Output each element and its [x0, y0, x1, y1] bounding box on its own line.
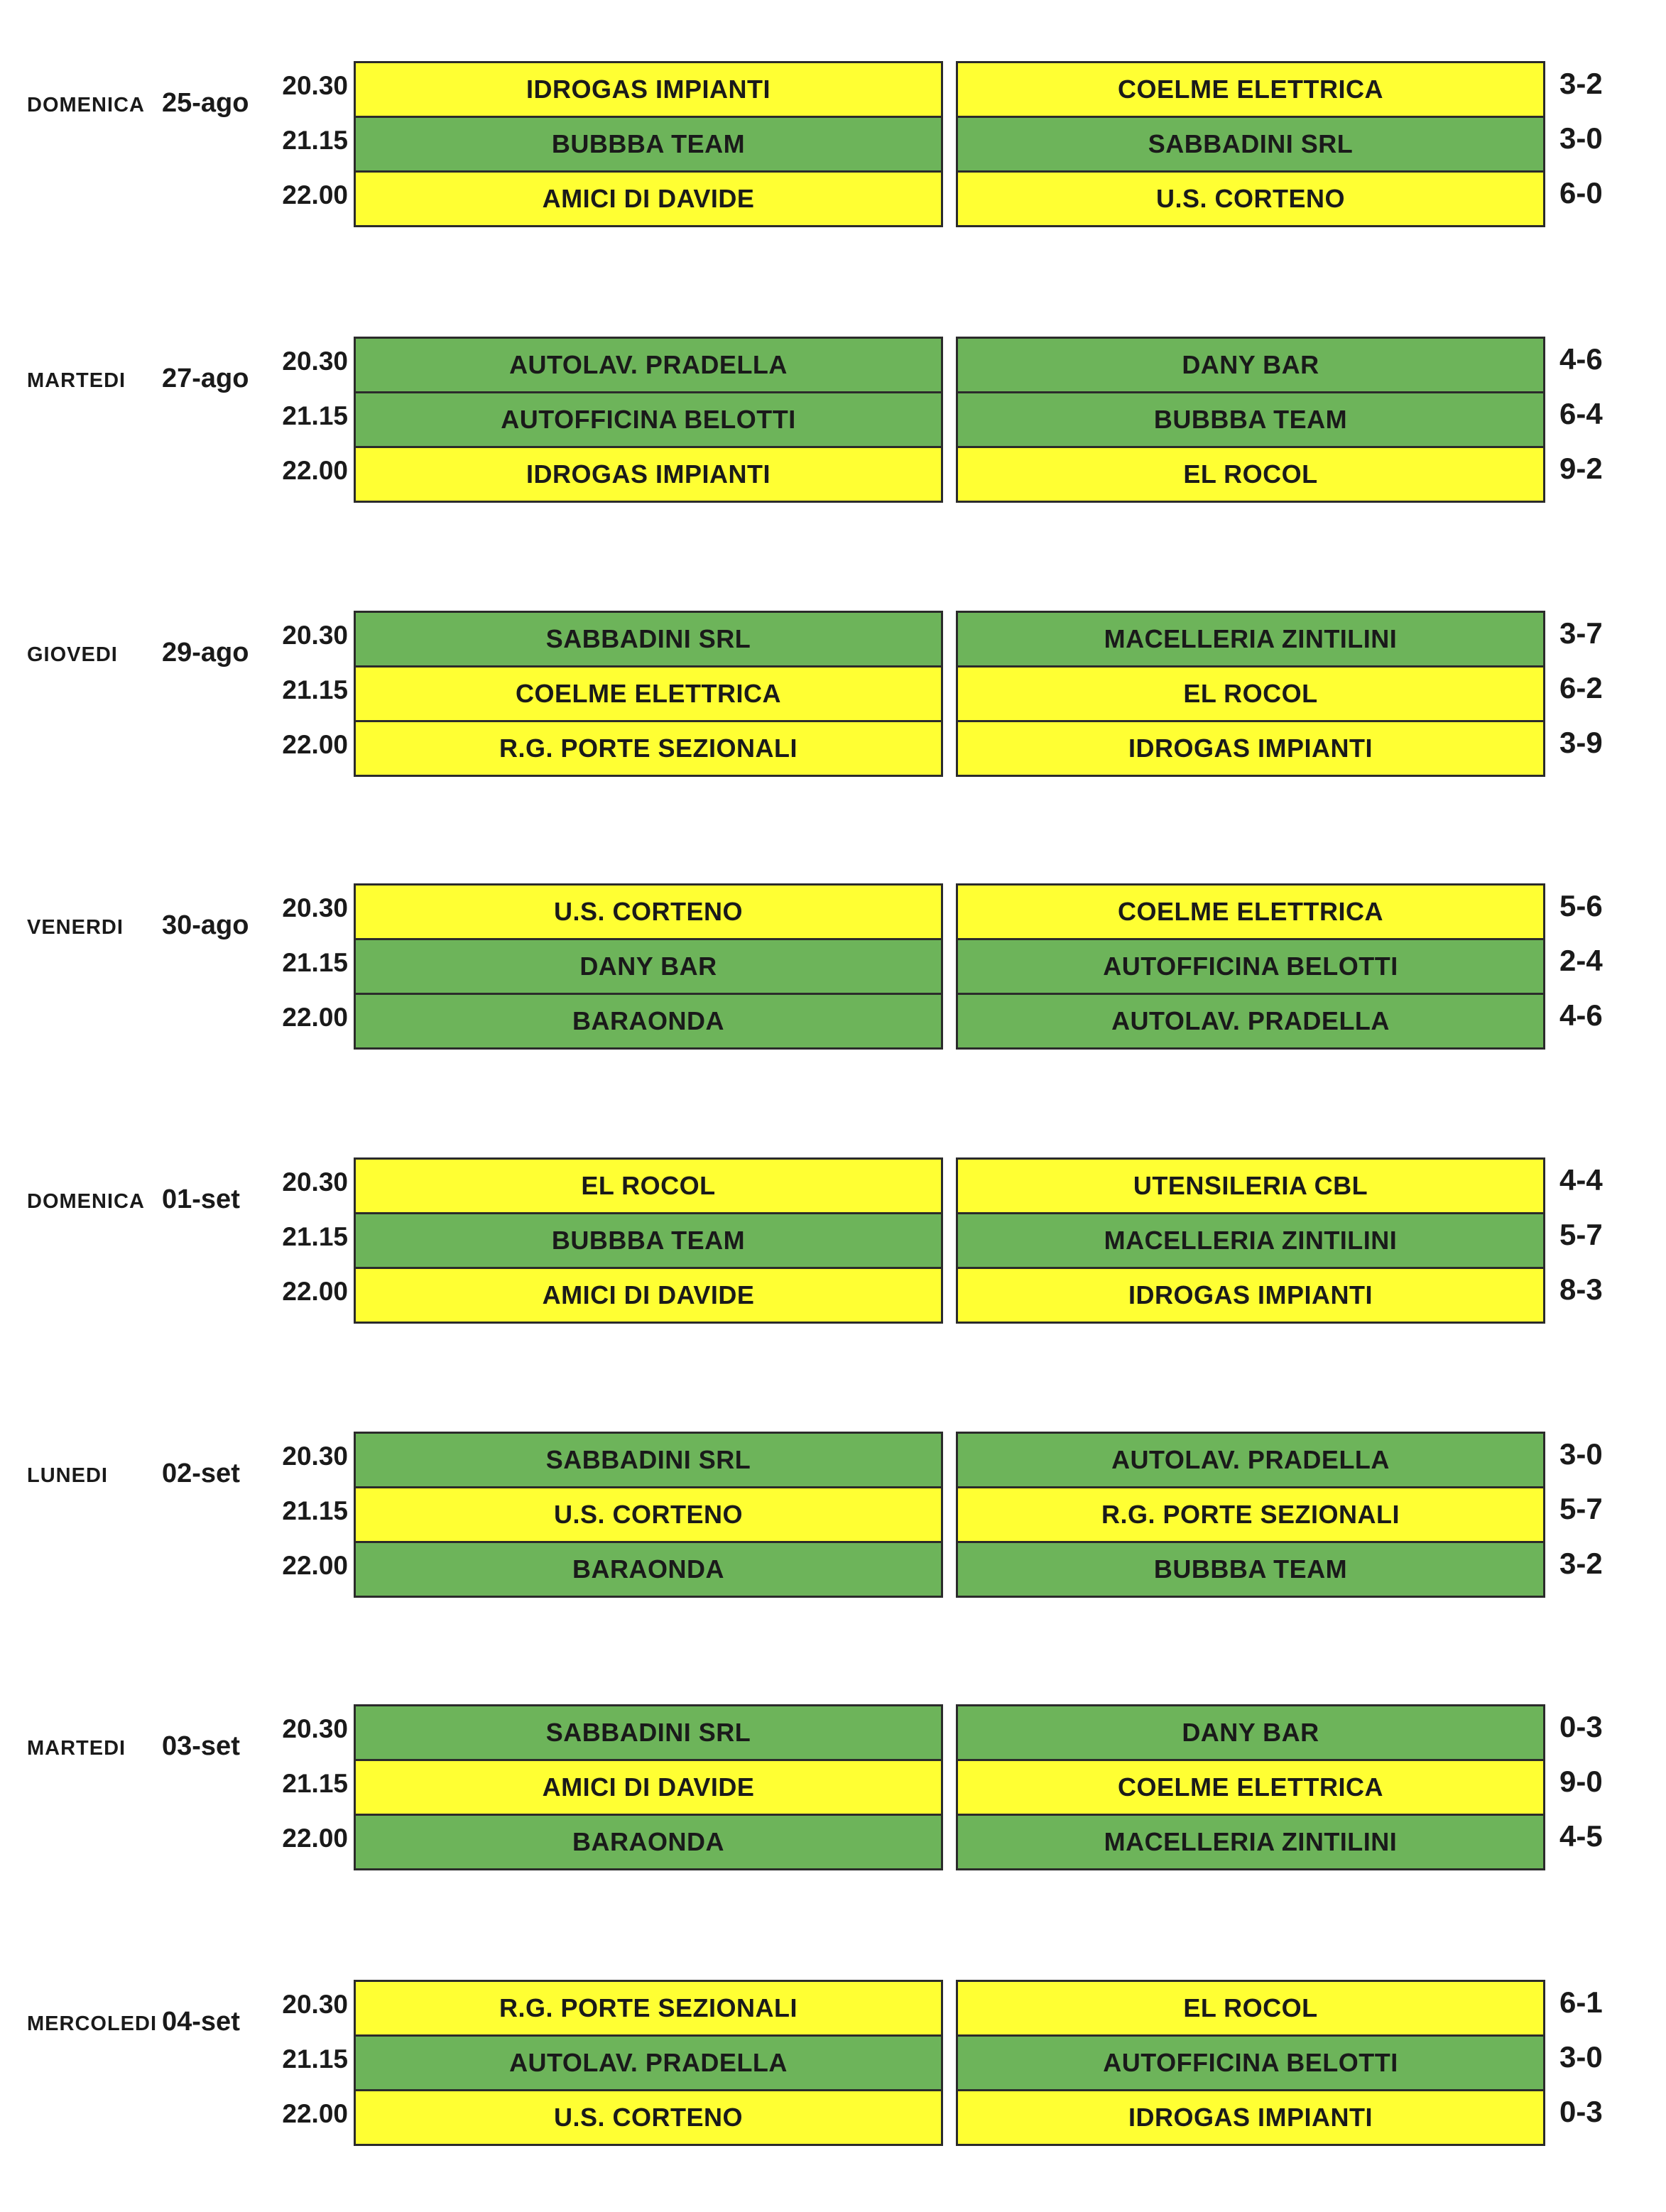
home-team-name: R.G. PORTE SEZIONALI [499, 734, 798, 763]
away-team-name: COELME ELETTRICA [1118, 75, 1383, 104]
day-block [0, 1432, 1666, 1606]
home-team-cell [354, 170, 943, 227]
away-team-cell [956, 1432, 1545, 1488]
home-team-cell [354, 1814, 943, 1870]
home-team-name: DANY BAR [579, 952, 717, 981]
away-team-cell [956, 2089, 1545, 2146]
match-time: 22.00 [282, 1551, 348, 1580]
away-team-name: IDROGAS IMPIANTI [1128, 1280, 1373, 1309]
match-time: 21.15 [282, 675, 348, 704]
home-team-cell [354, 1486, 943, 1543]
away-team-cell [956, 2034, 1545, 2091]
away-team-name: EL ROCOL [1183, 459, 1318, 489]
match-score: 9-2 [1559, 452, 1603, 485]
match-time: 20.30 [282, 1442, 348, 1471]
home-team-name: EL ROCOL [581, 1171, 716, 1200]
home-team-cell [354, 61, 943, 118]
away-team-cell [956, 1814, 1545, 1870]
away-team-cell [956, 720, 1545, 777]
match-time: 20.30 [282, 621, 348, 650]
match-time: 21.15 [282, 1222, 348, 1251]
away-team-name: AUTOLAV. PRADELLA [1111, 1006, 1390, 1035]
home-team-cell [354, 1704, 943, 1761]
match-date: 25-ago [162, 88, 249, 118]
away-team-name: IDROGAS IMPIANTI [1128, 734, 1373, 763]
match-score: 9-0 [1559, 1765, 1603, 1798]
match-time: 21.15 [282, 948, 348, 977]
home-team-name: BUBBBA TEAM [551, 129, 746, 158]
home-team-cell [354, 665, 943, 722]
home-team-cell [354, 1980, 943, 2037]
home-team-name: U.S. CORTENO [553, 1500, 743, 1529]
match-score: 3-2 [1559, 1547, 1603, 1580]
home-team-name: BARAONDA [572, 1554, 724, 1584]
home-team-cell [354, 337, 943, 393]
away-team-cell [956, 1704, 1545, 1761]
home-team-name: BUBBBA TEAM [551, 1226, 746, 1255]
away-team-cell [956, 883, 1545, 940]
match-score: 0-3 [1559, 1710, 1603, 1743]
home-team-name: SABBADINI SRL [545, 624, 751, 653]
away-team-cell [956, 611, 1545, 668]
home-team-cell [354, 1759, 943, 1816]
day-block [0, 1704, 1666, 1879]
match-time: 22.00 [282, 1824, 348, 1853]
away-team-name: UTENSILERIA CBL [1133, 1171, 1368, 1200]
match-score: 5-7 [1559, 1218, 1603, 1251]
away-team-name: AUTOFFICINA BELOTTI [1103, 2048, 1398, 2077]
day-block [0, 1980, 1666, 2154]
match-score: 2-4 [1559, 944, 1603, 977]
home-team-name: U.S. CORTENO [553, 897, 743, 926]
home-team-name: U.S. CORTENO [553, 2103, 743, 2132]
match-time: 22.00 [282, 1003, 348, 1032]
away-team-name: U.S. CORTENO [1155, 184, 1345, 213]
home-team-name: AMICI DI DAVIDE [542, 1772, 755, 1802]
away-team-cell [956, 391, 1545, 448]
match-score: 3-2 [1559, 67, 1603, 100]
home-team-name: R.G. PORTE SEZIONALI [499, 1993, 798, 2022]
away-team-name: MACELLERIA ZINTILINI [1104, 1827, 1398, 1856]
day-block [0, 883, 1666, 1058]
away-team-name: R.G. PORTE SEZIONALI [1101, 1500, 1400, 1529]
match-date: 27-ago [162, 364, 249, 393]
away-team-cell [956, 1486, 1545, 1543]
away-team-name: AUTOLAV. PRADELLA [1111, 1445, 1390, 1474]
match-date: 04-set [162, 2007, 240, 2037]
home-team-cell [354, 883, 943, 940]
match-score: 6-0 [1559, 176, 1603, 209]
match-time: 21.15 [282, 2044, 348, 2074]
day-name: DOMENICA [27, 1190, 145, 1213]
home-team-name: AMICI DI DAVIDE [542, 184, 755, 213]
away-team-name: AUTOFFICINA BELOTTI [1103, 952, 1398, 981]
match-time: 22.00 [282, 1277, 348, 1306]
match-time: 22.00 [282, 180, 348, 209]
match-time: 20.30 [282, 893, 348, 922]
match-score: 5-7 [1559, 1492, 1603, 1525]
match-time: 21.15 [282, 1769, 348, 1798]
match-score: 3-7 [1559, 616, 1603, 650]
home-team-name: BARAONDA [572, 1006, 724, 1035]
match-time: 21.15 [282, 1496, 348, 1525]
match-time: 20.30 [282, 1714, 348, 1743]
away-team-name: SABBADINI SRL [1148, 129, 1354, 158]
match-time: 20.30 [282, 347, 348, 376]
away-team-name: DANY BAR [1182, 1718, 1319, 1747]
home-team-name: IDROGAS IMPIANTI [526, 459, 771, 489]
home-team-cell [354, 1267, 943, 1324]
away-team-cell [956, 337, 1545, 393]
day-name: MERCOLEDI [27, 2012, 157, 2035]
away-team-cell [956, 170, 1545, 227]
away-team-cell [956, 116, 1545, 173]
match-score: 5-6 [1559, 889, 1603, 922]
away-team-cell [956, 665, 1545, 722]
match-score: 4-6 [1559, 998, 1603, 1032]
home-team-cell [354, 1212, 943, 1269]
away-team-cell [956, 1980, 1545, 2037]
match-score: 6-1 [1559, 1985, 1603, 2019]
home-team-cell [354, 611, 943, 668]
home-team-name: AMICI DI DAVIDE [542, 1280, 755, 1309]
home-team-name: SABBADINI SRL [545, 1718, 751, 1747]
day-name: MARTEDI [27, 1737, 126, 1760]
match-time: 20.30 [282, 1990, 348, 2019]
day-block [0, 337, 1666, 511]
home-team-name: COELME ELETTRICA [516, 679, 781, 708]
away-team-name: IDROGAS IMPIANTI [1128, 2103, 1373, 2132]
match-time: 20.30 [282, 71, 348, 100]
away-team-cell [956, 446, 1545, 503]
match-score: 4-6 [1559, 342, 1603, 376]
match-score: 4-4 [1559, 1163, 1603, 1197]
away-team-name: MACELLERIA ZINTILINI [1104, 624, 1398, 653]
away-team-cell [956, 993, 1545, 1050]
match-time: 22.00 [282, 730, 348, 759]
match-time: 20.30 [282, 1167, 348, 1197]
away-team-name: DANY BAR [1182, 350, 1319, 379]
home-team-name: IDROGAS IMPIANTI [526, 75, 771, 104]
match-date: 03-set [162, 1731, 240, 1761]
away-team-cell [956, 1212, 1545, 1269]
match-score: 0-3 [1559, 2095, 1603, 2128]
home-team-cell [354, 391, 943, 448]
match-time: 21.15 [282, 126, 348, 155]
home-team-cell [354, 1157, 943, 1214]
home-team-name: SABBADINI SRL [545, 1445, 751, 1474]
away-team-name: MACELLERIA ZINTILINI [1104, 1226, 1398, 1255]
away-team-cell [956, 1157, 1545, 1214]
home-team-name: AUTOLAV. PRADELLA [509, 2048, 788, 2077]
day-name: MARTEDI [27, 369, 126, 392]
match-time: 22.00 [282, 2099, 348, 2128]
away-team-name: COELME ELETTRICA [1118, 897, 1383, 926]
home-team-cell [354, 2089, 943, 2146]
day-block [0, 1157, 1666, 1332]
home-team-name: AUTOFFICINA BELOTTI [501, 405, 796, 434]
home-team-cell [354, 1432, 943, 1488]
home-team-name: AUTOLAV. PRADELLA [509, 350, 788, 379]
home-team-cell [354, 720, 943, 777]
match-time: 22.00 [282, 456, 348, 485]
day-name: LUNEDI [27, 1464, 108, 1487]
day-block [0, 611, 1666, 785]
match-time: 21.15 [282, 401, 348, 430]
away-team-name: EL ROCOL [1183, 1993, 1318, 2022]
day-name: DOMENICA [27, 94, 145, 116]
day-name: VENERDI [27, 916, 124, 939]
match-score: 6-4 [1559, 397, 1603, 430]
day-name: GIOVEDI [27, 643, 118, 666]
match-score: 3-9 [1559, 726, 1603, 759]
home-team-cell [354, 1541, 943, 1598]
match-score: 6-2 [1559, 671, 1603, 704]
home-team-cell [354, 993, 943, 1050]
match-score: 3-0 [1559, 2040, 1603, 2074]
home-team-cell [354, 938, 943, 995]
home-team-name: BARAONDA [572, 1827, 724, 1856]
away-team-cell [956, 1759, 1545, 1816]
match-date: 30-ago [162, 910, 249, 940]
home-team-cell [354, 116, 943, 173]
away-team-name: BUBBBA TEAM [1153, 1554, 1348, 1584]
away-team-cell [956, 1541, 1545, 1598]
away-team-cell [956, 61, 1545, 118]
match-score: 4-5 [1559, 1819, 1603, 1853]
match-score: 3-0 [1559, 121, 1603, 155]
match-score: 8-3 [1559, 1273, 1603, 1306]
match-date: 02-set [162, 1459, 240, 1488]
match-date: 01-set [162, 1184, 240, 1214]
home-team-cell [354, 446, 943, 503]
away-team-name: COELME ELETTRICA [1118, 1772, 1383, 1802]
away-team-name: BUBBBA TEAM [1153, 405, 1348, 434]
away-team-name: EL ROCOL [1183, 679, 1318, 708]
away-team-cell [956, 938, 1545, 995]
match-date: 29-ago [162, 638, 249, 668]
home-team-cell [354, 2034, 943, 2091]
day-block [0, 61, 1666, 236]
match-score: 3-0 [1559, 1437, 1603, 1471]
away-team-cell [956, 1267, 1545, 1324]
